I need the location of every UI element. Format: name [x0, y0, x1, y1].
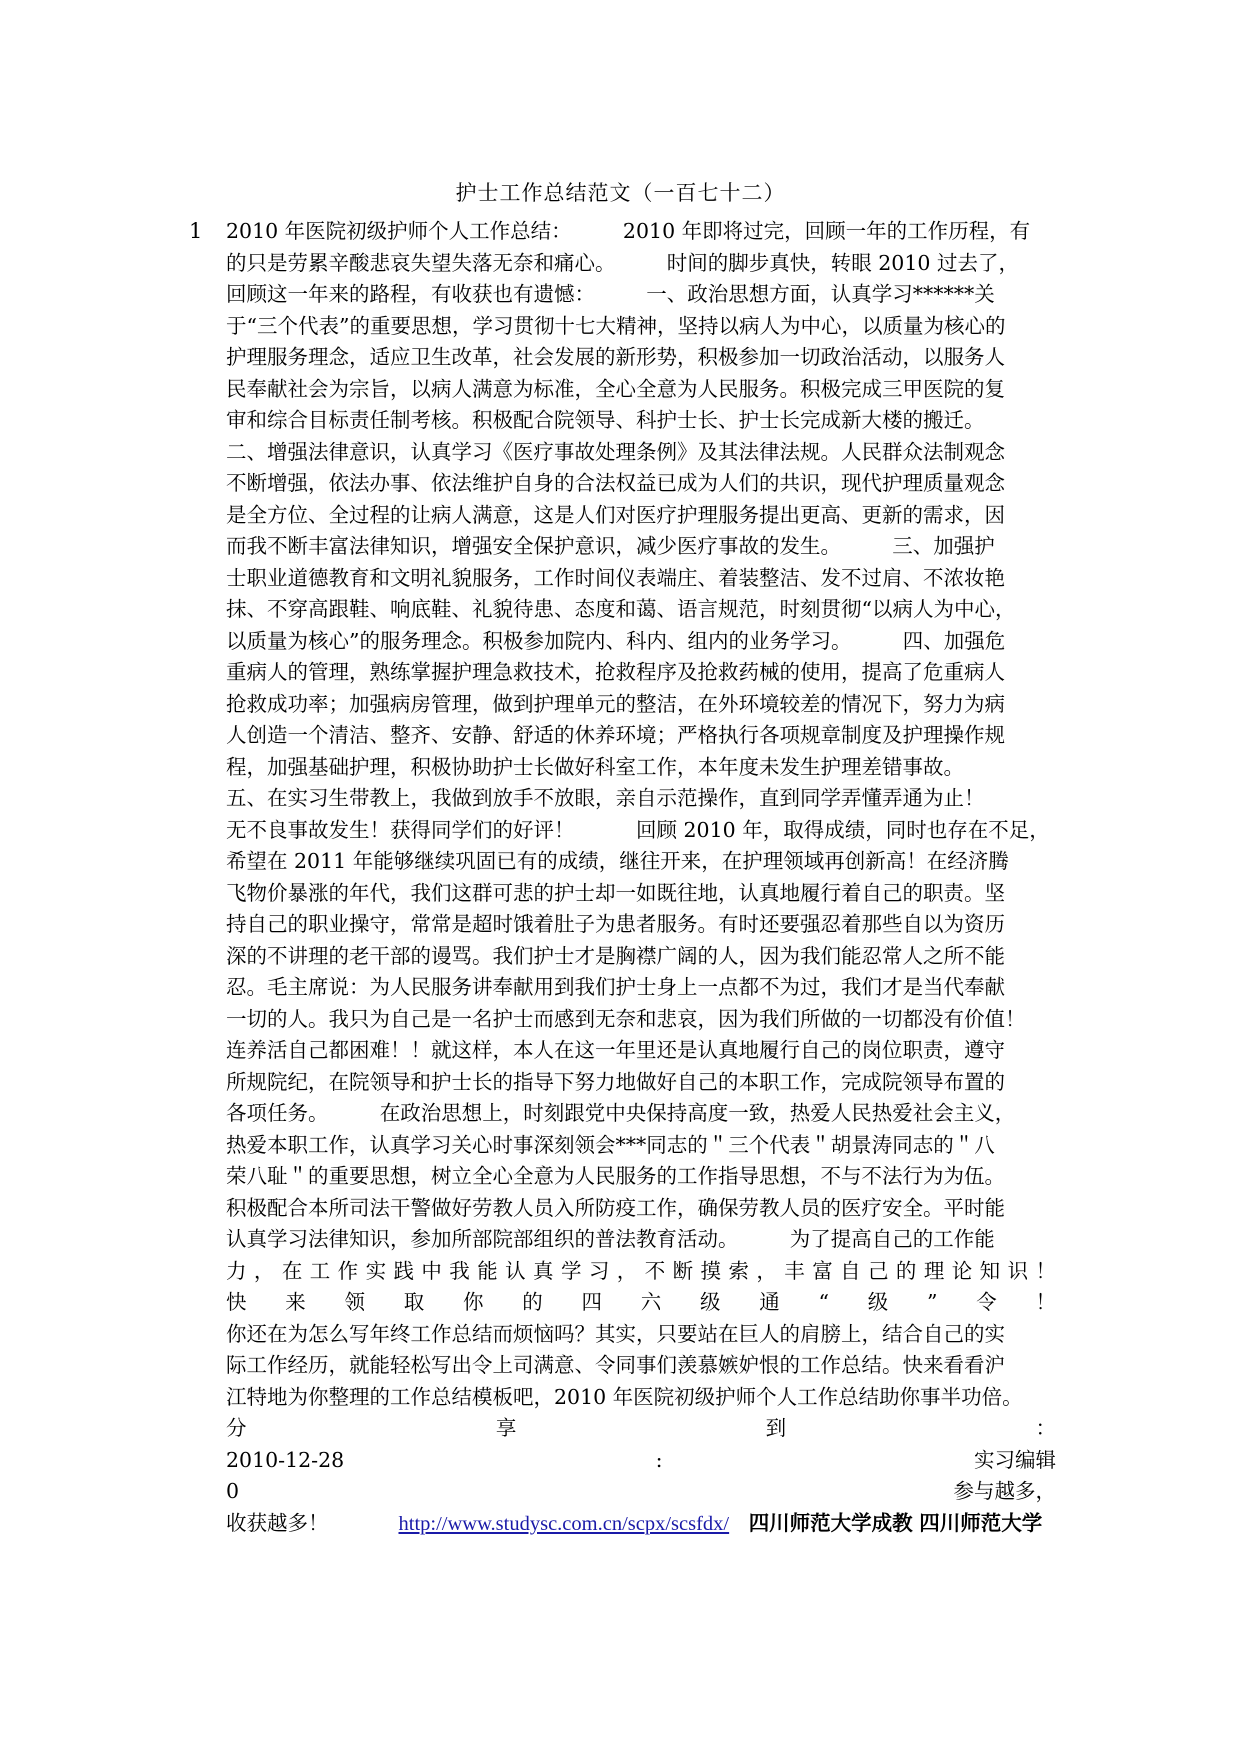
share-char-2: 享 — [495, 1416, 517, 1440]
body-line: 审和综合目标责任制考核。积极配合院领导、科护士长、护士长完成新大楼的搬迁。 — [226, 408, 985, 432]
body-line: 积极配合本所司法干警做好劳教人员入所防疫工作，确保劳教人员的医疗安全。平时能 — [226, 1195, 1005, 1220]
body-line: 程，加强基础护理，积极协助护士长做好科室工作，本年度未发生护理差错事故。 — [226, 754, 964, 779]
body-line: 于“三个代表”的重要思想，学习贯彻十七大精神，坚持以病人为中心，以质量为核心的 — [226, 313, 1006, 338]
slogan-part-1: 参与越多， — [953, 1479, 1056, 1503]
document-body — [226, 216, 1056, 1539]
item-number: 1 — [189, 219, 203, 243]
share-colon: ： — [1035, 1416, 1056, 1440]
body-line: 抹、不穿高跟鞋、响底鞋、礼貌待患、态度和蔼、语言规范，时刻贯彻“以病人为中心， — [226, 597, 1016, 621]
meta-row — [226, 1445, 1056, 1477]
body-line: 是全方位、全过程的让病人满意，这是人们对医疗护理服务提出更高、更新的需求，因 — [226, 502, 1005, 527]
body-line: 抢救成功率；加强病房管理，做到护理单元的整洁，在外环境较差的情况下，努力为病 — [226, 691, 1005, 716]
body-line: 荣八耻＂的重要思想，树立全心全意为人民服务的工作指导思想，不与不法行为为伍。 — [226, 1164, 1005, 1188]
body-line: 以质量为核心”的服务理念。积极参加院内、科内、组内的业务学习。 四、加强危 — [226, 628, 1006, 653]
count-row — [226, 1476, 1056, 1508]
body-line: 希望在 2011 年能够继续巩固已有的成绩，继往开来，在护理领域再创新高！在经济腾 — [226, 849, 1009, 873]
body-line: 士职业道德教育和文明礼貌服务，工作时间仪表端庄、着装整洁、发不过肩、不浓妆艳 — [226, 565, 1005, 590]
body-line: 民奉献社会为宗旨，以病人满意为标准，全心全意为人民服务。积极完成三甲医院的复 — [226, 376, 1005, 401]
body-line: 护理服务理念，适应卫生改革，社会发展的新形势，积极参加一切政治活动，以服务人 — [226, 345, 1005, 369]
body-line: 快来领取你的四六级通“级”令！ — [226, 1290, 1056, 1314]
body-line: 五、在实习生带教上，我做到放手不放眼，亲自示范操作，直到同学弄懂弄通为止！ — [226, 786, 985, 810]
share-row — [226, 1413, 1056, 1445]
body-line: 不断增强，依法办事、依法维护自身的合法权益已成为人们的共识，现代护理质量观念 — [226, 471, 1005, 495]
body-line: 各项任务。 在政治思想上，时刻跟党中央保持高度一致，热爱人民热爱社会主义， — [226, 1101, 1016, 1125]
org-name-1: 四川师范大学成教 — [748, 1510, 913, 1535]
share-char-3: 到 — [765, 1416, 787, 1440]
body-line: 的只是劳累辛酸悲哀失望失落无奈和痛心。 时间的脚步真快，转眼 2010 过去了， — [226, 250, 1019, 275]
body-line: 你还在为怎么写年终工作总结而烦恼吗？其实，只要站在巨人的肩膀上，结合自己的实 — [226, 1321, 1005, 1346]
body-line: 飞物价暴涨的年代，我们这群可悲的护士却一如既往地，认真地履行着自己的职责。坚 — [226, 880, 1005, 905]
share-char-1: 分 — [226, 1416, 247, 1440]
body-line: 连养活自己都困难！！就这样，本人在这一年里还是认真地履行自己的岗位职责，遵守 — [226, 1038, 1005, 1062]
body-line: 深的不讲理的老干部的谩骂。我们护士才是胸襟广阔的人，因为我们能忍常人之所不能 — [226, 943, 1005, 968]
meta-colon: : — [655, 1447, 663, 1472]
footer-row — [226, 1508, 1056, 1540]
body-line: 江特地为你整理的工作总结模板吧，2010 年医院初级护师个人工作总结助你事半功倍。 — [226, 1384, 1023, 1409]
org-name-2: 四川师范大学 — [919, 1510, 1043, 1535]
body-line: 无不良事故发生！获得同学们的好评！ 回顾 2010 年，取得成绩，同时也存在不足， — [226, 817, 1050, 842]
document-title: 护士工作总结范文（一百七十二） — [455, 181, 786, 205]
body-line: 一切的人。我只为自己是一名护士而感到无奈和悲哀，因为我们所做的一切都没有价值！ — [226, 1006, 1026, 1031]
source-link[interactable]: http://www.studysc.com.cn/scpx/scsfdx/ — [398, 1512, 730, 1535]
body-line: 际工作经历，就能轻松写出令上司满意、令同事们羡慕嫉妒恨的工作总结。快来看看沪 — [226, 1353, 1005, 1377]
editor-label: 实习编辑 — [974, 1447, 1056, 1472]
body-line: 热爱本职工作，认真学习关心时事深刻领会***同志的＂三个代表＂胡景涛同志的＂八 — [226, 1132, 995, 1157]
body-line: 2010 年医院初级护师个人工作总结： 2010 年即将过完，回顾一年的工作历程，有 — [226, 219, 1031, 243]
body-line: 认真学习法律知识，参加所部院部组织的普法教育活动。 为了提高自己的工作能 — [226, 1227, 995, 1251]
body-line: 力，在工作实践中我能认真学习，不断摸索，丰富自己的理论知识！ — [226, 1258, 1056, 1283]
slogan-part-2: 收获越多！ — [226, 1510, 329, 1535]
publish-date: 2010-12-28 — [226, 1447, 345, 1472]
body-line: 重病人的管理，熟练掌握护理急救技术，抢救程序及抢救药械的使用，提高了危重病人 — [226, 660, 1005, 684]
body-line: 忍。毛主席说：为人民服务讲奉献用到我们护士身上一点都不为过，我们才是当代奉献 — [226, 975, 1005, 999]
count-value: 0 — [226, 1479, 240, 1503]
body-line: 回顾这一年来的路程，有收获也有遗憾： 一、政治思想方面，认真学习******关 — [226, 282, 995, 306]
body-line: 人创造一个清洁、整齐、安静、舒适的休养环境；严格执行各项规章制度及护理操作规 — [226, 723, 1005, 747]
body-lines — [226, 216, 1056, 1413]
body-line: 所规院纪，在院领导和护士长的指导下努力地做好自己的本职工作，完成院领导布置的 — [226, 1069, 1005, 1094]
body-line: 二、增强法律意识，认真学习《医疗事故处理条例》及其法律法规。人民群众法制观念 — [226, 439, 1005, 464]
body-line: 持自己的职业操守，常常是超时饿着肚子为患者服务。有时还要强忍着那些自以为资历 — [226, 912, 1005, 936]
body-line: 而我不断丰富法律知识，增强安全保护意识，减少医疗事故的发生。 三、加强护 — [226, 534, 995, 558]
